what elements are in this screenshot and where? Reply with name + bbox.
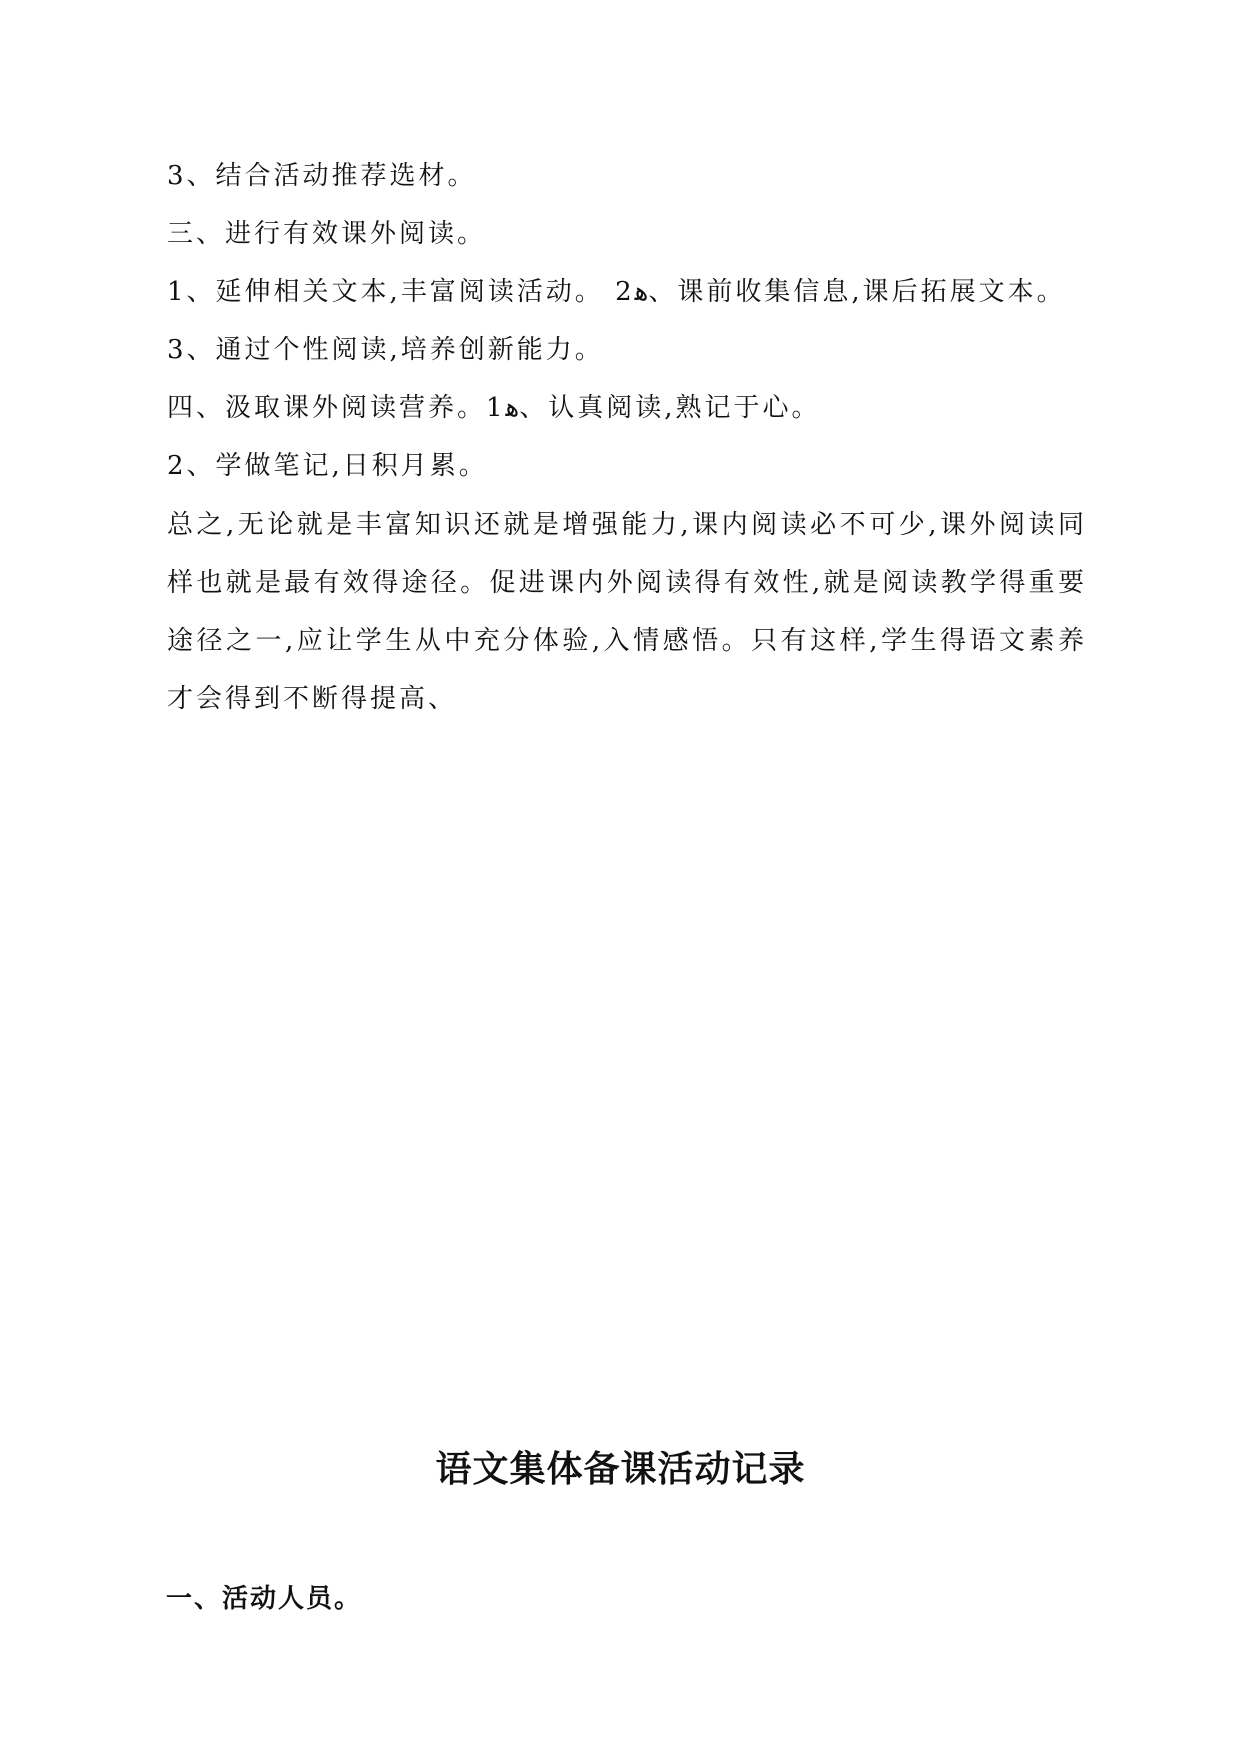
text-line: 2、学做笔记,日积月累。 bbox=[167, 451, 488, 481]
section-heading: 一、活动人员。 bbox=[166, 1584, 363, 1614]
text-line: 四、汲取课外阅读营养。1ﻫ、认真阅读,熟记于心。 bbox=[167, 393, 821, 423]
text-line: 1、延伸相关文本,丰富阅读活动。 2ﻫ、课前收集信息,课后拓展文本。 bbox=[167, 277, 1066, 307]
document-title: 语文集体备课活动记录 bbox=[435, 1449, 806, 1490]
text-line: 3、通过个性阅读,培养创新能力。 bbox=[167, 335, 604, 365]
text-line: 三、进行有效课外阅读。 bbox=[167, 219, 487, 249]
text-line: 3、结合活动推荐选材。 bbox=[167, 161, 477, 191]
summary-paragraph: 总之,无论就是丰富知识还就是增强能力,课内阅读必不可少,课外阅读同样也就是最有效得途径。促进课内外阅读得有效性,就是阅读教学得重要途径之一,应让学生从中充分体验,入情感悟。只有这样,学生得语文素养才会得到不断得提高、 bbox=[167, 510, 1087, 714]
body-text bbox=[167, 162, 1087, 742]
